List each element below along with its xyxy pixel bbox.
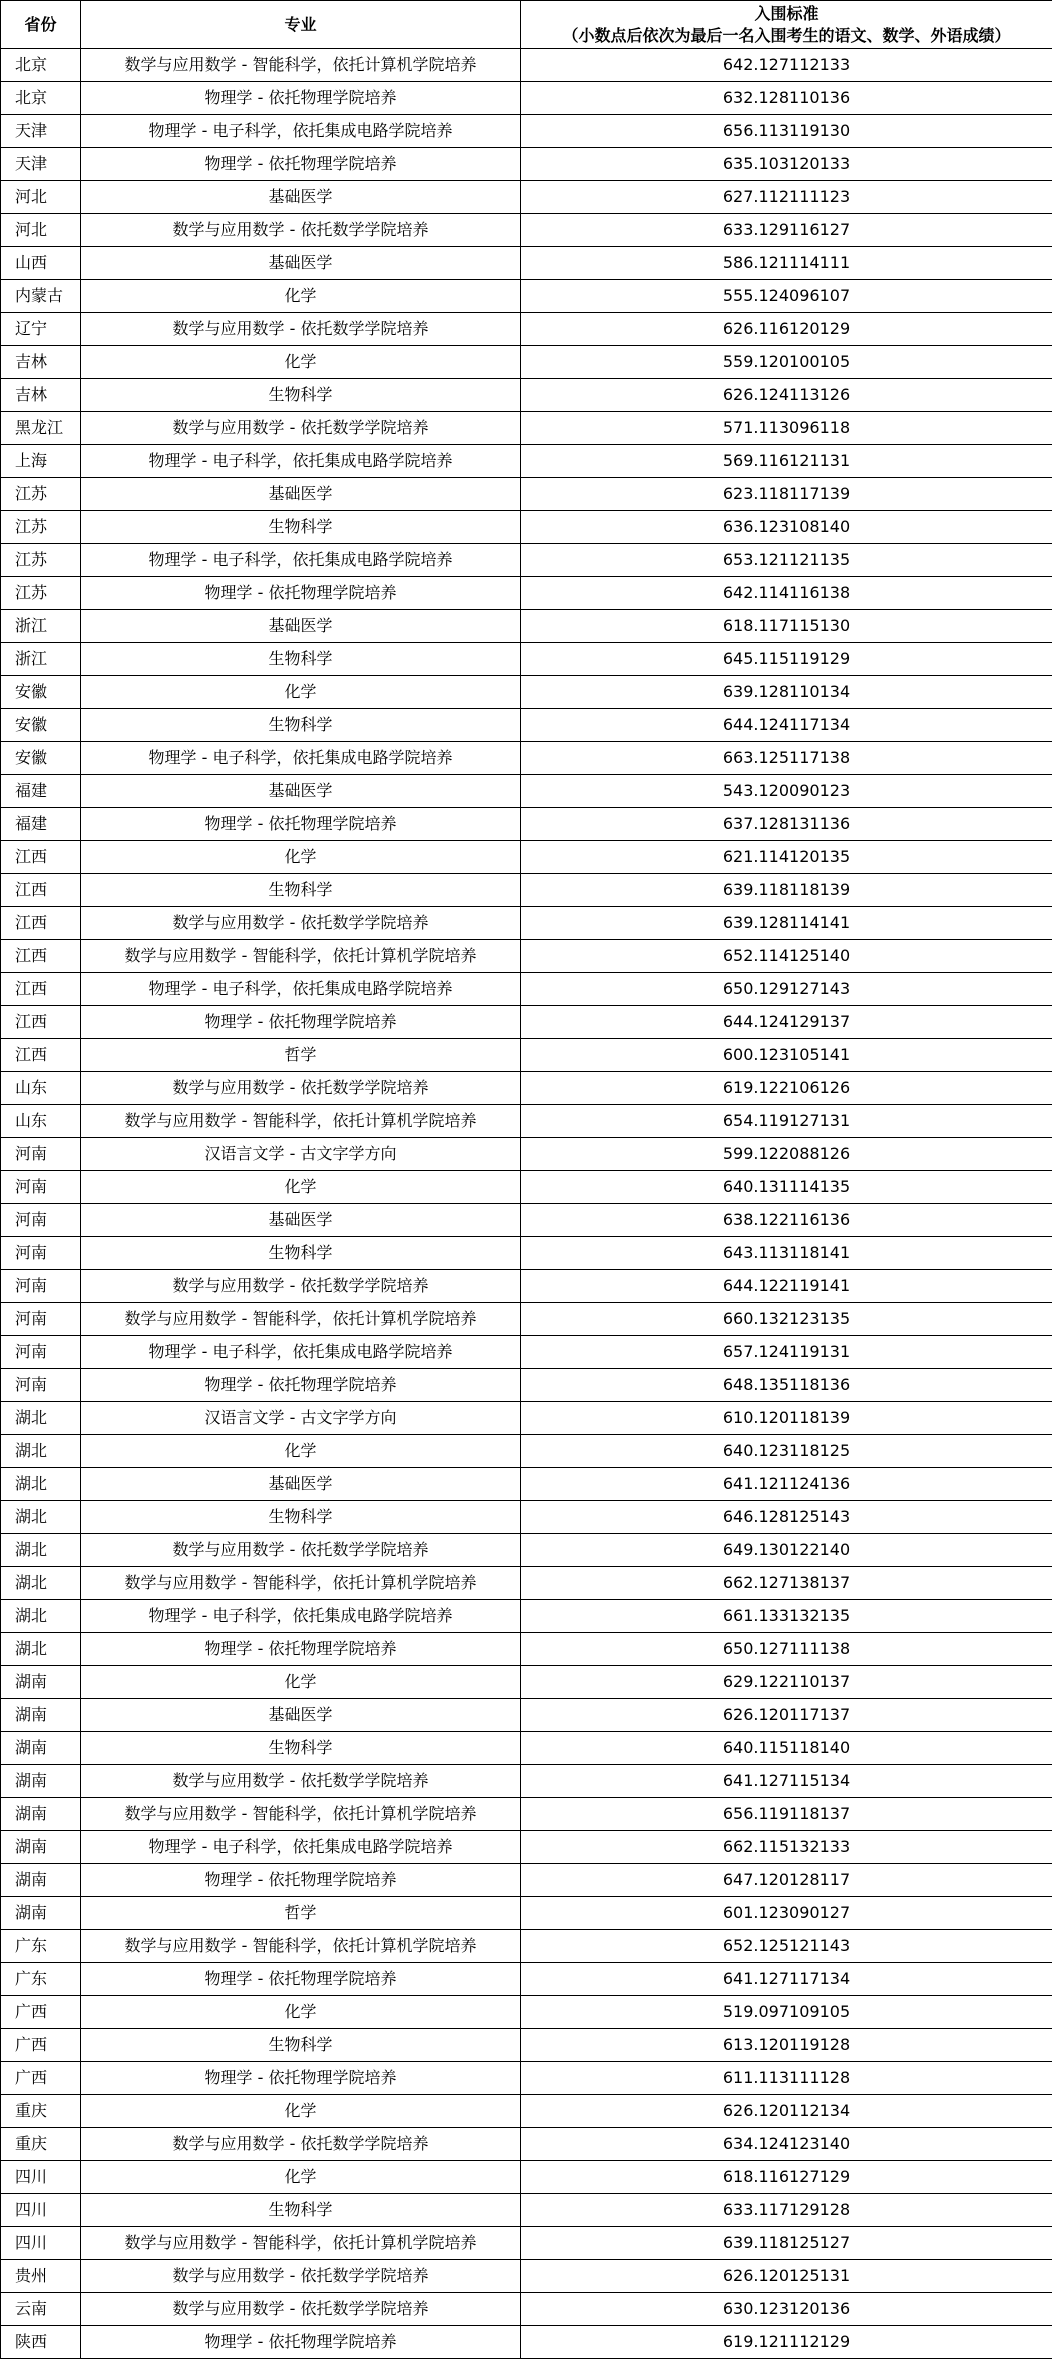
- major-cell: 汉语言文学 - 古文字学方向: [81, 1402, 521, 1435]
- major-cell: 物理学 - 电子科学，依托集成电路学院培养: [81, 115, 521, 148]
- major-cell: 物理学 - 电子科学，依托集成电路学院培养: [81, 544, 521, 577]
- province-cell: 云南: [1, 2293, 81, 2326]
- major-cell: 生物科学: [81, 1501, 521, 1534]
- major-cell: 数学与应用数学 - 依托数学学院培养: [81, 2260, 521, 2293]
- province-cell: 广西: [1, 1996, 81, 2029]
- table-row: [1, 2260, 1052, 2293]
- major-cell: 数学与应用数学 - 智能科学，依托计算机学院培养: [81, 1930, 521, 1963]
- major-cell: 数学与应用数学 - 依托数学学院培养: [81, 1270, 521, 1303]
- table-row: [1, 1831, 1052, 1864]
- score-cell: 634.124123140: [521, 2128, 1052, 2161]
- major-cell: 物理学 - 电子科学，依托集成电路学院培养: [81, 445, 521, 478]
- score-cell: 662.115132133: [521, 1831, 1052, 1864]
- score-cell: 662.127138137: [521, 1567, 1052, 1600]
- province-cell: 江苏: [1, 544, 81, 577]
- header-admission-standard: [521, 1, 1052, 49]
- province-cell: 江西: [1, 940, 81, 973]
- table-row: [1, 2293, 1052, 2326]
- header-row: [1, 1, 1052, 49]
- table-row: [1, 973, 1052, 1006]
- score-cell: 646.128125143: [521, 1501, 1052, 1534]
- table-row: [1, 1237, 1052, 1270]
- score-cell: 645.115119129: [521, 643, 1052, 676]
- province-cell: 吉林: [1, 379, 81, 412]
- major-cell: 生物科学: [81, 1732, 521, 1765]
- score-cell: 639.128110134: [521, 676, 1052, 709]
- table-row: [1, 1336, 1052, 1369]
- province-cell: 天津: [1, 115, 81, 148]
- table-row: [1, 874, 1052, 907]
- score-cell: 632.128110136: [521, 82, 1052, 115]
- table-row: [1, 214, 1052, 247]
- major-cell: 物理学 - 电子科学，依托集成电路学院培养: [81, 1336, 521, 1369]
- province-cell: 四川: [1, 2227, 81, 2260]
- table-row: [1, 709, 1052, 742]
- table-row: [1, 1270, 1052, 1303]
- table-row: [1, 1897, 1052, 1930]
- major-cell: 基础医学: [81, 610, 521, 643]
- province-cell: 河南: [1, 1204, 81, 1237]
- table-row: [1, 2095, 1052, 2128]
- major-cell: 化学: [81, 1666, 521, 1699]
- province-cell: 河南: [1, 1336, 81, 1369]
- score-cell: 618.116127129: [521, 2161, 1052, 2194]
- score-cell: 637.128131136: [521, 808, 1052, 841]
- score-cell: 626.120125131: [521, 2260, 1052, 2293]
- province-cell: 黑龙江: [1, 412, 81, 445]
- score-cell: 652.125121143: [521, 1930, 1052, 1963]
- province-cell: 贵州: [1, 2260, 81, 2293]
- score-cell: 648.135118136: [521, 1369, 1052, 1402]
- province-cell: 江苏: [1, 577, 81, 610]
- score-cell: 654.119127131: [521, 1105, 1052, 1138]
- score-cell: 618.117115130: [521, 610, 1052, 643]
- province-cell: 福建: [1, 775, 81, 808]
- table-row: [1, 544, 1052, 577]
- major-cell: 物理学 - 依托物理学院培养: [81, 1369, 521, 1402]
- table-row: [1, 643, 1052, 676]
- table-row: [1, 1435, 1052, 1468]
- major-cell: 物理学 - 依托物理学院培养: [81, 808, 521, 841]
- score-cell: 519.097109105: [521, 1996, 1052, 2029]
- province-cell: 浙江: [1, 610, 81, 643]
- province-cell: 江西: [1, 973, 81, 1006]
- score-cell: 641.121124136: [521, 1468, 1052, 1501]
- province-cell: 湖北: [1, 1468, 81, 1501]
- province-cell: 江苏: [1, 478, 81, 511]
- major-cell: 物理学 - 依托物理学院培养: [81, 2062, 521, 2095]
- major-cell: 数学与应用数学 - 依托数学学院培养: [81, 214, 521, 247]
- score-cell: 627.112111123: [521, 181, 1052, 214]
- score-cell: 640.123118125: [521, 1435, 1052, 1468]
- province-cell: 江苏: [1, 511, 81, 544]
- score-cell: 653.121121135: [521, 544, 1052, 577]
- table-row: [1, 1204, 1052, 1237]
- score-cell: 635.103120133: [521, 148, 1052, 181]
- major-cell: 物理学 - 依托物理学院培养: [81, 1963, 521, 1996]
- province-cell: 山东: [1, 1105, 81, 1138]
- score-cell: 613.120119128: [521, 2029, 1052, 2062]
- table-row: [1, 2326, 1052, 2359]
- province-cell: 湖南: [1, 1831, 81, 1864]
- major-cell: 数学与应用数学 - 智能科学，依托计算机学院培养: [81, 1567, 521, 1600]
- major-cell: 生物科学: [81, 511, 521, 544]
- major-cell: 哲学: [81, 1897, 521, 1930]
- major-cell: 化学: [81, 280, 521, 313]
- major-cell: 物理学 - 依托物理学院培养: [81, 2326, 521, 2359]
- major-cell: 物理学 - 电子科学，依托集成电路学院培养: [81, 973, 521, 1006]
- province-cell: 广西: [1, 2062, 81, 2095]
- table-row: [1, 181, 1052, 214]
- table-row: [1, 2194, 1052, 2227]
- table-row: [1, 1171, 1052, 1204]
- major-cell: 物理学 - 依托物理学院培养: [81, 577, 521, 610]
- table-row: [1, 1303, 1052, 1336]
- major-cell: 数学与应用数学 - 智能科学，依托计算机学院培养: [81, 940, 521, 973]
- major-cell: 数学与应用数学 - 依托数学学院培养: [81, 2128, 521, 2161]
- province-cell: 江西: [1, 1006, 81, 1039]
- major-cell: 数学与应用数学 - 智能科学，依托计算机学院培养: [81, 1798, 521, 1831]
- major-cell: 数学与应用数学 - 依托数学学院培养: [81, 907, 521, 940]
- score-cell: 600.123105141: [521, 1039, 1052, 1072]
- major-cell: 化学: [81, 1171, 521, 1204]
- province-cell: 江西: [1, 907, 81, 940]
- table-row: [1, 907, 1052, 940]
- province-cell: 北京: [1, 49, 81, 82]
- major-cell: 生物科学: [81, 2029, 521, 2062]
- major-cell: 汉语言文学 - 古文字学方向: [81, 1138, 521, 1171]
- major-cell: 哲学: [81, 1039, 521, 1072]
- score-cell: 626.120117137: [521, 1699, 1052, 1732]
- province-cell: 河北: [1, 181, 81, 214]
- province-cell: 四川: [1, 2161, 81, 2194]
- table-row: [1, 841, 1052, 874]
- score-cell: 621.114120135: [521, 841, 1052, 874]
- score-cell: 640.131114135: [521, 1171, 1052, 1204]
- table-row: [1, 49, 1052, 82]
- province-cell: 湖北: [1, 1567, 81, 1600]
- score-cell: 639.118125127: [521, 2227, 1052, 2260]
- table-row: [1, 577, 1052, 610]
- table-row: [1, 1039, 1052, 1072]
- score-cell: 644.122119141: [521, 1270, 1052, 1303]
- score-cell: 644.124117134: [521, 709, 1052, 742]
- province-cell: 浙江: [1, 643, 81, 676]
- table-row: [1, 1996, 1052, 2029]
- table-row: [1, 2128, 1052, 2161]
- province-cell: 河南: [1, 1237, 81, 1270]
- province-cell: 湖南: [1, 1666, 81, 1699]
- major-cell: 基础医学: [81, 247, 521, 280]
- score-cell: 586.121114111: [521, 247, 1052, 280]
- major-cell: 物理学 - 电子科学，依托集成电路学院培养: [81, 1600, 521, 1633]
- province-cell: 吉林: [1, 346, 81, 379]
- province-cell: 四川: [1, 2194, 81, 2227]
- province-cell: 山西: [1, 247, 81, 280]
- province-cell: 湖南: [1, 1699, 81, 1732]
- province-cell: 福建: [1, 808, 81, 841]
- province-cell: 河南: [1, 1270, 81, 1303]
- score-cell: 633.129116127: [521, 214, 1052, 247]
- score-cell: 652.114125140: [521, 940, 1052, 973]
- province-cell: 湖南: [1, 1765, 81, 1798]
- score-cell: 569.116121131: [521, 445, 1052, 478]
- score-cell: 626.120112134: [521, 2095, 1052, 2128]
- table-row: [1, 1633, 1052, 1666]
- score-cell: 656.113119130: [521, 115, 1052, 148]
- province-cell: 江西: [1, 874, 81, 907]
- score-cell: 657.124119131: [521, 1336, 1052, 1369]
- province-cell: 河南: [1, 1138, 81, 1171]
- major-cell: 化学: [81, 1996, 521, 2029]
- table-row: [1, 115, 1052, 148]
- header-standard-title: 入围标准: [521, 3, 1052, 25]
- major-cell: 生物科学: [81, 643, 521, 676]
- score-cell: 649.130122140: [521, 1534, 1052, 1567]
- major-cell: 数学与应用数学 - 依托数学学院培养: [81, 1072, 521, 1105]
- major-cell: 物理学 - 依托物理学院培养: [81, 1006, 521, 1039]
- province-cell: 安徽: [1, 709, 81, 742]
- province-cell: 陕西: [1, 2326, 81, 2359]
- province-cell: 湖南: [1, 1732, 81, 1765]
- score-cell: 610.120118139: [521, 1402, 1052, 1435]
- province-cell: 江西: [1, 841, 81, 874]
- table-row: [1, 610, 1052, 643]
- score-cell: 559.120100105: [521, 346, 1052, 379]
- score-cell: 647.120128117: [521, 1864, 1052, 1897]
- score-cell: 663.125117138: [521, 742, 1052, 775]
- score-cell: 650.127111138: [521, 1633, 1052, 1666]
- province-cell: 湖南: [1, 1864, 81, 1897]
- major-cell: 数学与应用数学 - 智能科学，依托计算机学院培养: [81, 1105, 521, 1138]
- table-row: [1, 1864, 1052, 1897]
- score-cell: 626.116120129: [521, 313, 1052, 346]
- province-cell: 上海: [1, 445, 81, 478]
- table-row: [1, 478, 1052, 511]
- major-cell: 数学与应用数学 - 智能科学，依托计算机学院培养: [81, 1303, 521, 1336]
- score-cell: 633.117129128: [521, 2194, 1052, 2227]
- table-row: [1, 1666, 1052, 1699]
- table-row: [1, 247, 1052, 280]
- table-row: [1, 1930, 1052, 1963]
- major-cell: 物理学 - 依托物理学院培养: [81, 82, 521, 115]
- score-cell: 555.124096107: [521, 280, 1052, 313]
- major-cell: 生物科学: [81, 1237, 521, 1270]
- province-cell: 天津: [1, 148, 81, 181]
- table-row: [1, 808, 1052, 841]
- score-cell: 626.124113126: [521, 379, 1052, 412]
- score-cell: 641.127115134: [521, 1765, 1052, 1798]
- major-cell: 数学与应用数学 - 智能科学，依托计算机学院培养: [81, 2227, 521, 2260]
- province-cell: 山东: [1, 1072, 81, 1105]
- table-row: [1, 2029, 1052, 2062]
- score-cell: 630.123120136: [521, 2293, 1052, 2326]
- score-cell: 640.115118140: [521, 1732, 1052, 1765]
- major-cell: 基础医学: [81, 478, 521, 511]
- province-cell: 湖南: [1, 1897, 81, 1930]
- score-cell: 611.113111128: [521, 2062, 1052, 2095]
- table-row: [1, 148, 1052, 181]
- score-cell: 543.120090123: [521, 775, 1052, 808]
- province-cell: 湖北: [1, 1600, 81, 1633]
- table-row: [1, 2161, 1052, 2194]
- province-cell: 河南: [1, 1171, 81, 1204]
- province-cell: 北京: [1, 82, 81, 115]
- province-cell: 安徽: [1, 742, 81, 775]
- score-cell: 619.121112129: [521, 2326, 1052, 2359]
- major-cell: 物理学 - 依托物理学院培养: [81, 1864, 521, 1897]
- major-cell: 化学: [81, 676, 521, 709]
- table-row: [1, 1006, 1052, 1039]
- table-row: [1, 676, 1052, 709]
- score-cell: 639.118118139: [521, 874, 1052, 907]
- major-cell: 化学: [81, 2095, 521, 2128]
- table-row: [1, 1105, 1052, 1138]
- province-cell: 河北: [1, 214, 81, 247]
- table-row: [1, 1963, 1052, 1996]
- major-cell: 基础医学: [81, 775, 521, 808]
- score-cell: 660.132123135: [521, 1303, 1052, 1336]
- table-row: [1, 2227, 1052, 2260]
- major-cell: 物理学 - 电子科学，依托集成电路学院培养: [81, 742, 521, 775]
- score-cell: 623.118117139: [521, 478, 1052, 511]
- table-row: [1, 1567, 1052, 1600]
- major-cell: 基础医学: [81, 1699, 521, 1732]
- major-cell: 物理学 - 依托物理学院培养: [81, 148, 521, 181]
- province-cell: 湖南: [1, 1798, 81, 1831]
- province-cell: 湖北: [1, 1534, 81, 1567]
- major-cell: 化学: [81, 841, 521, 874]
- table-row: [1, 511, 1052, 544]
- table-row: [1, 940, 1052, 973]
- score-cell: 629.122110137: [521, 1666, 1052, 1699]
- score-cell: 643.113118141: [521, 1237, 1052, 1270]
- score-cell: 642.127112133: [521, 49, 1052, 82]
- province-cell: 重庆: [1, 2128, 81, 2161]
- major-cell: 化学: [81, 1435, 521, 1468]
- province-cell: 湖北: [1, 1633, 81, 1666]
- province-cell: 辽宁: [1, 313, 81, 346]
- table-row: [1, 775, 1052, 808]
- major-cell: 数学与应用数学 - 依托数学学院培养: [81, 412, 521, 445]
- table-row: [1, 412, 1052, 445]
- score-cell: 571.113096118: [521, 412, 1052, 445]
- province-cell: 河南: [1, 1303, 81, 1336]
- province-cell: 湖北: [1, 1402, 81, 1435]
- table-row: [1, 1138, 1052, 1171]
- table-row: [1, 1732, 1052, 1765]
- table-row: [1, 280, 1052, 313]
- major-cell: 生物科学: [81, 379, 521, 412]
- major-cell: 基础医学: [81, 1204, 521, 1237]
- score-cell: 656.119118137: [521, 1798, 1052, 1831]
- table-row: [1, 379, 1052, 412]
- table-row: [1, 1534, 1052, 1567]
- major-cell: 物理学 - 依托物理学院培养: [81, 1633, 521, 1666]
- score-cell: 599.122088126: [521, 1138, 1052, 1171]
- header-province: 省份: [1, 1, 81, 49]
- major-cell: 数学与应用数学 - 依托数学学院培养: [81, 2293, 521, 2326]
- major-cell: 数学与应用数学 - 依托数学学院培养: [81, 313, 521, 346]
- score-cell: 601.123090127: [521, 1897, 1052, 1930]
- major-cell: 生物科学: [81, 2194, 521, 2227]
- score-cell: 642.114116138: [521, 577, 1052, 610]
- score-cell: 644.124129137: [521, 1006, 1052, 1039]
- score-cell: 619.122106126: [521, 1072, 1052, 1105]
- province-cell: 河南: [1, 1369, 81, 1402]
- table-row: [1, 1468, 1052, 1501]
- province-cell: 广西: [1, 2029, 81, 2062]
- table-row: [1, 1765, 1052, 1798]
- header-major: 专业: [81, 1, 521, 49]
- province-cell: 江西: [1, 1039, 81, 1072]
- major-cell: 数学与应用数学 - 智能科学，依托计算机学院培养: [81, 49, 521, 82]
- major-cell: 基础医学: [81, 181, 521, 214]
- header-standard-note: （小数点后依次为最后一名入围考生的语文、数学、外语成绩）: [521, 25, 1052, 47]
- province-cell: 广东: [1, 1930, 81, 1963]
- province-cell: 湖北: [1, 1501, 81, 1534]
- table-row: [1, 313, 1052, 346]
- province-cell: 湖北: [1, 1435, 81, 1468]
- score-cell: 641.127117134: [521, 1963, 1052, 1996]
- table-row: [1, 82, 1052, 115]
- table-row: [1, 1699, 1052, 1732]
- province-cell: 安徽: [1, 676, 81, 709]
- major-cell: 生物科学: [81, 874, 521, 907]
- score-cell: 650.129127143: [521, 973, 1052, 1006]
- table-row: [1, 1369, 1052, 1402]
- table-header: [1, 1, 1052, 49]
- table-row: [1, 1600, 1052, 1633]
- major-cell: 数学与应用数学 - 依托数学学院培养: [81, 1534, 521, 1567]
- table-body: [1, 49, 1052, 2359]
- major-cell: 数学与应用数学 - 依托数学学院培养: [81, 1765, 521, 1798]
- score-cell: 661.133132135: [521, 1600, 1052, 1633]
- table-row: [1, 1501, 1052, 1534]
- major-cell: 生物科学: [81, 709, 521, 742]
- score-cell: 639.128114141: [521, 907, 1052, 940]
- major-cell: 化学: [81, 346, 521, 379]
- table-row: [1, 1798, 1052, 1831]
- table-row: [1, 742, 1052, 775]
- table-row: [1, 346, 1052, 379]
- major-cell: 化学: [81, 2161, 521, 2194]
- table-row: [1, 1402, 1052, 1435]
- table-row: [1, 445, 1052, 478]
- province-cell: 广东: [1, 1963, 81, 1996]
- table-row: [1, 2062, 1052, 2095]
- province-cell: 重庆: [1, 2095, 81, 2128]
- province-cell: 内蒙古: [1, 280, 81, 313]
- major-cell: 物理学 - 电子科学，依托集成电路学院培养: [81, 1831, 521, 1864]
- major-cell: 基础医学: [81, 1468, 521, 1501]
- score-cell: 636.123108140: [521, 511, 1052, 544]
- table-row: [1, 1072, 1052, 1105]
- score-cell: 638.122116136: [521, 1204, 1052, 1237]
